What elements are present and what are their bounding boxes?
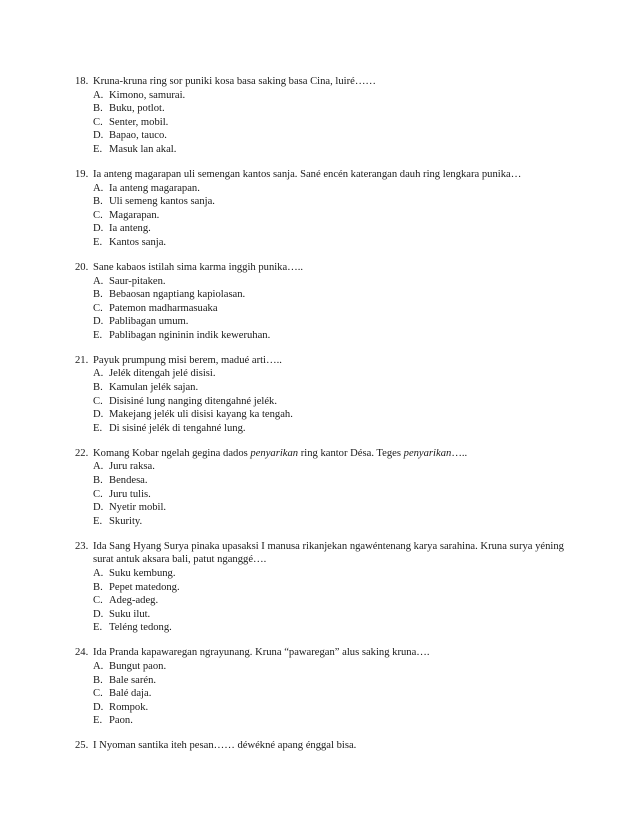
option-a [93,275,575,289]
question-text-part: Ia anteng magarapan uli semengan kantos sanja. Sané encén katerangan dauh ring lengkara punika… [93,168,522,180]
option-text: Pepet matedong. [109,581,180,593]
question-text [93,447,575,461]
option-a [93,460,575,474]
option-a [93,567,575,581]
option-text: Bungut paon. [109,660,167,672]
option-b [93,195,575,209]
question-term-italic: penyarikan [250,447,299,459]
option-a [93,660,575,674]
option-letter: D. [93,409,104,421]
option-c [93,302,575,316]
option-letter: A. [93,182,104,194]
option-b [93,381,575,395]
option-list [75,567,575,635]
option-c [93,488,575,502]
question-19 [75,168,575,250]
question-text-part: Kruna-kruna ring sor puniki kosa basa saking basa Cina, luiré…… [93,76,377,87]
option-text: Bebaosan ngaptiang kapiolasan. [109,289,246,301]
option-letter: A. [93,89,104,101]
option-letter: B. [93,289,103,301]
option-letter: C. [93,302,103,314]
option-text: Rompok. [109,701,149,713]
question-text [93,168,575,182]
option-letter: D. [93,701,104,713]
question-number: 20. [75,261,89,273]
option-text: Balé daja. [109,688,152,700]
question-text [93,75,575,89]
question-24 [75,646,575,728]
question-number: 21. [75,354,89,366]
option-c [93,687,575,701]
question-23 [75,540,575,635]
option-letter: A. [93,368,104,380]
option-text: Suku ilut. [109,608,151,620]
option-letter: B. [93,196,103,208]
option-d [93,608,575,622]
question-text-part: Payuk prumpung misi berem, madué arti….. [93,354,282,366]
option-e [93,515,575,529]
option-letter: B. [93,674,103,686]
option-text: Adeg-adeg. [109,595,159,607]
option-letter: A. [93,461,104,473]
option-letter: E. [93,143,103,155]
question-number: 25. [75,740,89,752]
option-letter: B. [93,103,103,115]
question-number: 22. [75,447,89,459]
question-text-part: ….. [451,447,468,459]
option-c [93,594,575,608]
question-stem [75,646,575,660]
option-e [93,329,575,343]
option-letter: A. [93,567,104,579]
option-list [75,460,575,528]
option-list [75,89,575,157]
option-letter: E. [93,515,103,527]
option-letter: E. [93,329,103,341]
option-e [93,422,575,436]
question-text-part: Ida Pranda kapawaregan ngrayunang. Kruna “pawaregan” alus saking kruna…. [93,647,430,659]
option-letter: C. [93,395,103,407]
question-stem [75,447,575,461]
question-text-part: I Nyoman santika iteh pesan…… déwékné apang énggal bisa. [93,740,357,752]
option-text: Juru raksa. [109,461,155,473]
option-letter: A. [93,275,104,287]
option-text: Kamulan jelék sajan. [109,382,199,394]
option-d [93,501,575,515]
option-letter: D. [93,223,104,235]
option-text: Skurity. [109,515,143,527]
option-text: Senter, mobil. [109,116,169,128]
option-a [93,367,575,381]
option-text: Makejang jelék uli disisi kayang ka tengah. [109,409,293,421]
option-letter: C. [93,688,103,700]
option-text: Disisiné lung nanging ditengahné jelék. [109,395,277,407]
option-text: Saur-pitaken. [109,275,166,287]
question-25 [75,739,575,753]
option-letter: C. [93,209,103,221]
question-stem [75,261,575,275]
option-letter: A. [93,660,104,672]
option-letter: B. [93,475,103,486]
option-text: Bale sarén. [109,674,157,686]
question-number: 24. [75,647,89,659]
question-stem [75,540,575,567]
option-text: Buku, potlot. [109,103,165,115]
option-e [93,714,575,728]
option-b [93,581,575,595]
question-text [93,646,575,660]
question-22 [75,447,575,529]
option-letter: D. [93,608,104,620]
option-letter: D. [93,502,104,514]
option-letter: E. [93,715,103,727]
option-list [75,182,575,250]
option-text: Kantos sanja. [109,236,167,248]
option-list [75,367,575,435]
option-d [93,701,575,715]
question-stem [75,739,575,753]
question-text-part: Komang Kobar ngelah gegina dados [93,447,251,459]
option-e [93,621,575,635]
option-b [93,474,575,488]
option-letter: E. [93,622,103,634]
question-21 [75,354,575,436]
option-text: Kimono, samurai. [109,89,186,101]
option-text: Patemon madharmasuaka [109,302,218,314]
option-text: Nyetir mobil. [109,502,167,514]
option-d [93,408,575,422]
option-b [93,674,575,688]
option-text: Masuk lan akal. [109,143,177,155]
option-letter: E. [93,422,103,434]
option-text: Teléng tedong. [109,622,172,634]
option-e [93,143,575,157]
question-text [93,261,575,275]
question-number: 23. [75,540,89,552]
option-text: Jelék ditengah jelé disisi. [109,368,216,380]
option-text: Juru tulis. [109,488,151,500]
option-c [93,209,575,223]
question-18 [75,75,575,157]
option-letter: B. [93,382,103,394]
question-list [75,75,575,764]
question-stem [75,168,575,182]
option-text: Bendesa. [109,475,148,486]
question-text-part: ring kantor Désa. Teges [298,447,404,459]
question-text [93,739,575,753]
option-letter: B. [93,581,103,593]
question-number: 18. [75,76,89,87]
question-term-italic: penyarikan [403,447,452,459]
option-a [93,89,575,103]
option-c [93,116,575,130]
question-text [93,354,575,368]
option-list [75,275,575,343]
option-text: Uli semeng kantos sanja. [109,196,215,208]
option-text: Pablibagan umum. [109,316,189,328]
option-letter: C. [93,488,103,500]
question-stem [75,75,575,89]
option-letter: C. [93,116,103,128]
question-text-part: Ida Sang Hyang Surya pinaka upasaksi I manusa rikanjekan ngawéntenang karya sarahina. Kruna surya yéning surat antuk aksara bali, patut nganggé…. [93,540,564,566]
option-d [93,222,575,236]
option-text: Paon. [109,715,133,727]
option-text: Pablibagan ngininin indik keweruhan. [109,329,271,341]
option-list [75,660,575,728]
option-a [93,182,575,196]
option-text: Ia anteng. [109,223,151,235]
question-stem [75,354,575,368]
option-text: Di sisiné jelék di tengahné lung. [109,422,246,434]
option-letter: D. [93,316,104,328]
option-b [93,102,575,116]
option-c [93,395,575,409]
option-d [93,129,575,143]
question-text [93,540,575,567]
question-20 [75,261,575,343]
option-text: Magarapan. [109,209,160,221]
question-number: 19. [75,168,89,180]
option-b [93,288,575,302]
option-letter: E. [93,236,103,248]
option-text: Suku kembung. [109,567,176,579]
question-text-part: Sane kabaos istilah sima karma inggih punika….. [93,261,304,273]
option-d [93,315,575,329]
option-text: Ia anteng magarapan. [109,182,200,194]
option-letter: D. [93,130,104,142]
option-text: Bapao, tauco. [109,130,167,142]
option-e [93,236,575,250]
option-letter: C. [93,595,103,607]
